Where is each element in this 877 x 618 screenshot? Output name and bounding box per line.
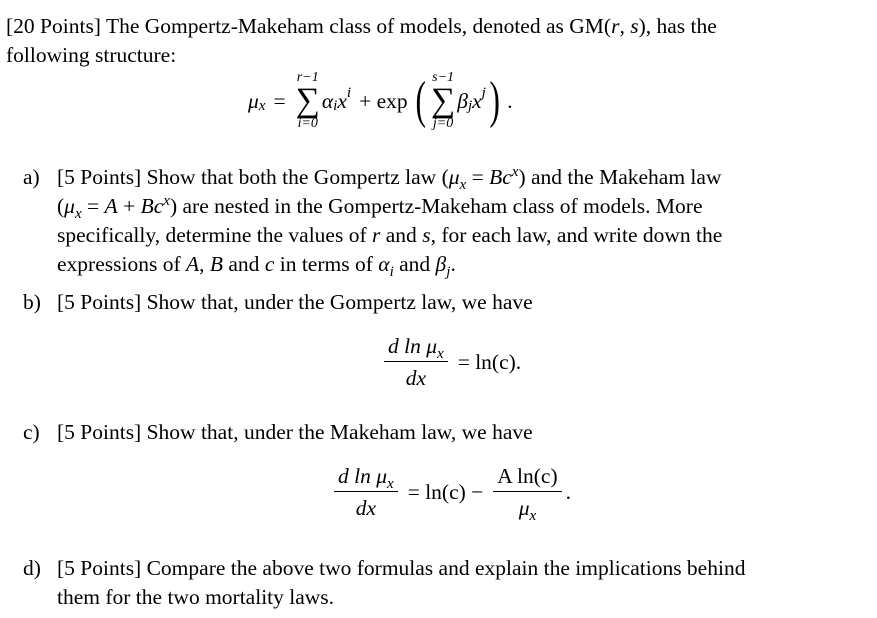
sum-j-upper: s−1 (432, 70, 455, 85)
problem-header-line2: following structure: (6, 43, 177, 67)
equals: = (466, 165, 490, 189)
r: r (372, 223, 381, 247)
a-const: A (104, 194, 118, 218)
part-c-text: [5 Points] Show that, under the Makeham law, we have (57, 420, 533, 444)
part-a-text: specifically, determine the values of (57, 223, 373, 247)
formula-equals: = (273, 88, 286, 113)
part-d-line2: them for the two mortality laws. (57, 585, 335, 609)
mu-sub: x (529, 507, 537, 524)
part-d-label: d) (23, 556, 41, 580)
numerator2: A ln(c) (493, 464, 561, 492)
comma: , (199, 252, 210, 276)
part-d-line1: [5 Points] Compare the above two formulas and explain the implications behind (57, 556, 746, 580)
mu: μ (518, 496, 530, 520)
header-comma: , (619, 14, 631, 38)
alpha-sub: i (389, 263, 394, 280)
left-paren-icon: ( (415, 72, 426, 129)
and: and (223, 252, 265, 276)
term1-x: x (337, 88, 347, 113)
sum-i (296, 70, 320, 132)
period: . (565, 480, 571, 504)
sigma-icon: ∑ (430, 82, 456, 119)
denominator2 (515, 492, 540, 524)
formula-mu: μ (248, 88, 259, 113)
part-b-formula (380, 334, 521, 391)
fraction (334, 464, 398, 521)
a-const: A (185, 252, 200, 276)
beta: β (435, 252, 447, 276)
part-a-line3 (57, 222, 722, 248)
sum-i-upper: r−1 (296, 70, 319, 85)
part-b-label: b) (23, 290, 41, 314)
rhs: = ln(c). (457, 350, 522, 374)
middle: = ln(c) − (407, 480, 484, 504)
header-s: s (630, 14, 639, 38)
fraction (384, 334, 448, 391)
right-paren-icon: ) (489, 72, 500, 129)
part-b-text: [5 Points] Show that, under the Gompertz law, we have (57, 290, 533, 314)
b-const: B (209, 252, 224, 276)
part-a-text: [5 Points] Show that both the Gompertz law ( (57, 165, 449, 189)
num-text: d ln μ (388, 334, 438, 358)
sum-j (431, 70, 455, 132)
part-c-formula (330, 464, 571, 524)
numerator (384, 334, 448, 362)
part-a-label: a) (23, 165, 40, 189)
s: s (422, 223, 431, 247)
bc: Bc (140, 194, 164, 218)
denominator: dx (405, 366, 426, 390)
mu-sub: x (459, 176, 467, 193)
problem-header-line1 (6, 13, 717, 39)
alpha: α (378, 252, 390, 276)
beta-sub: j (446, 263, 451, 280)
plus-exp: + exp (359, 88, 408, 113)
formula-period: . (507, 88, 513, 113)
sum-j-lower: j=0 (432, 116, 454, 131)
num-sub: x (387, 475, 394, 492)
header-r: r (611, 14, 620, 38)
num-text: d ln μ (338, 464, 388, 488)
part-a-text: ) and the Makeham law (518, 165, 722, 189)
header-text: [20 Points] The Gompertz-Makeham class of models, denoted as GM( (6, 14, 612, 38)
and: and (393, 252, 436, 276)
fraction2 (493, 464, 561, 524)
num-sub: x (437, 345, 444, 362)
plus: + (117, 194, 141, 218)
bc: Bc (489, 165, 512, 189)
part-a-line2 (57, 192, 703, 222)
alpha: α (321, 88, 334, 113)
mu: μ (64, 194, 75, 218)
main-formula: μ $_x$ = r−1 ∑ i=0 α $_i$ x $^i$ + exp ( s−1 ∑ j=0 β $_j$ x $^j$ ) . (248, 70, 513, 131)
part-a-text: , for each law, and write down the (430, 223, 723, 247)
numerator (334, 464, 398, 492)
equals: = (81, 194, 105, 218)
part-a-text: in terms of (274, 252, 379, 276)
part-a-line1 (57, 163, 722, 193)
mu: μ (448, 165, 460, 189)
part-a-text: ) are nested in the Gompertz-Makeham class of models. More (169, 194, 703, 218)
and: and (380, 223, 423, 247)
term2-x: x (472, 88, 482, 113)
beta: β (457, 88, 468, 113)
denominator: dx (355, 496, 376, 520)
mu-sub: x (74, 205, 82, 222)
header-suffix: ), has the (638, 14, 717, 38)
paren: ( (57, 194, 65, 218)
c-const: c (264, 252, 275, 276)
sigma-icon: ∑ (295, 82, 320, 119)
exp-x: x (511, 163, 519, 180)
part-a-text: expressions of (57, 252, 186, 276)
period: . (450, 252, 456, 276)
sum-i-lower: i=0 (297, 116, 318, 131)
part-c-label: c) (23, 420, 40, 444)
part-a-line4 (57, 251, 456, 280)
exp-x: x (163, 192, 170, 209)
